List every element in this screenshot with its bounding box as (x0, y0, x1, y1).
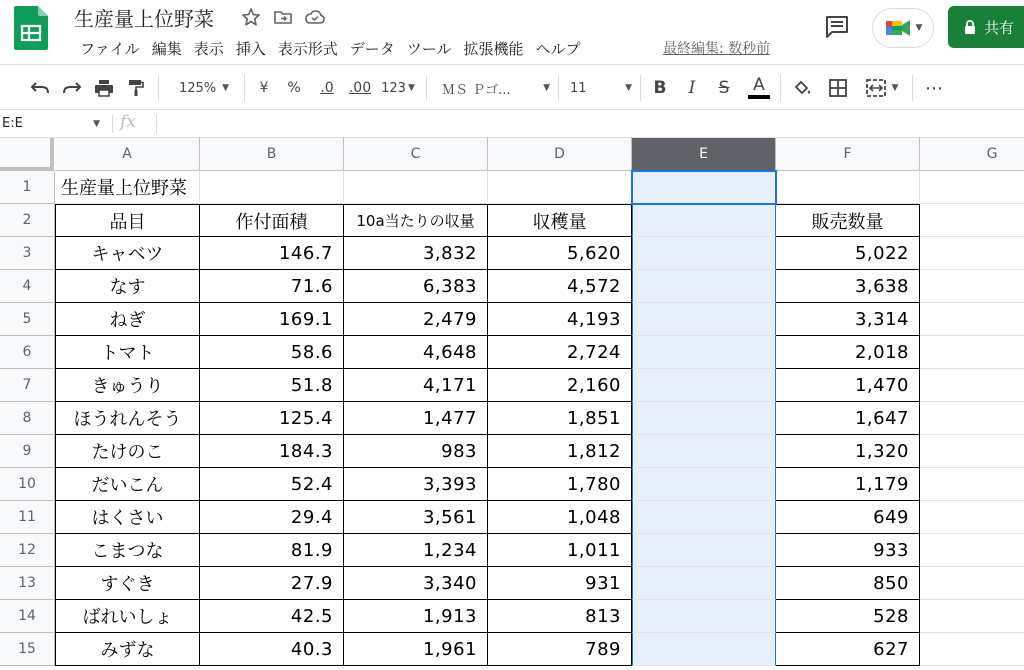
cell-g2[interactable] (920, 204, 1024, 237)
row-header-8[interactable]: 8 (0, 402, 55, 435)
row-header-14[interactable]: 14 (0, 600, 55, 633)
cell-f12[interactable]: 933 (776, 534, 920, 567)
cell-a3[interactable]: キャベツ (55, 237, 200, 270)
cell-d14[interactable]: 813 (488, 600, 632, 633)
undo-icon[interactable] (28, 77, 52, 99)
cell-c6[interactable]: 4,648 (344, 336, 488, 369)
cell-d2[interactable]: 収穫量 (488, 204, 632, 237)
cell-b5[interactable]: 169.1 (200, 303, 344, 336)
share-button[interactable] (948, 6, 1024, 48)
column-header-b[interactable]: B (200, 138, 344, 171)
cell-g14[interactable] (920, 600, 1024, 633)
cell-c8[interactable]: 1,477 (344, 402, 488, 435)
cell-b4[interactable]: 71.6 (200, 270, 344, 303)
cell-c4[interactable]: 6,383 (344, 270, 488, 303)
share-label: 共有 (984, 18, 1015, 37)
paint-format-icon[interactable] (124, 77, 148, 99)
column-header-a[interactable]: A (55, 138, 200, 171)
merge-cells-icon[interactable] (860, 77, 904, 99)
toolbar-divider (158, 75, 159, 101)
lock-icon (964, 20, 976, 34)
decrease-decimal-button[interactable]: .0 (320, 80, 334, 96)
cell-f10[interactable]: 1,179 (776, 468, 920, 501)
text-color-bar (748, 95, 770, 99)
cell-g8[interactable] (920, 402, 1024, 435)
more-formats-label: 123 (381, 80, 406, 96)
cell-f9[interactable]: 1,320 (776, 435, 920, 468)
cell-c10[interactable]: 3,393 (344, 468, 488, 501)
cell-b8[interactable]: 125.4 (200, 402, 344, 435)
chevron-down-icon: ▼ (222, 83, 230, 93)
row-header-11[interactable]: 11 (0, 501, 55, 534)
cell-g4[interactable] (920, 270, 1024, 303)
cell-b15[interactable]: 40.3 (200, 633, 344, 666)
print-icon[interactable] (92, 77, 116, 99)
cell-a1[interactable]: 生産量上位野菜 (55, 171, 200, 204)
chevron-down-icon: ▼ (915, 23, 923, 33)
menu-bar (74, 36, 587, 61)
cell-d7[interactable]: 2,160 (488, 369, 632, 402)
cell-d8[interactable]: 1,851 (488, 402, 632, 435)
cell-e12[interactable] (632, 534, 776, 567)
cell-f2[interactable]: 販売数量 (776, 204, 920, 237)
text-color-label: A (753, 75, 765, 95)
fx-icon: fx (120, 112, 136, 132)
cell-g7[interactable] (920, 369, 1024, 402)
row-header-4[interactable]: 4 (0, 270, 55, 303)
toolbar-divider (426, 75, 427, 101)
cell-e1[interactable] (632, 171, 776, 204)
cell-f14[interactable]: 528 (776, 600, 920, 633)
cell-g15[interactable] (920, 633, 1024, 666)
row-header-15[interactable]: 15 (0, 633, 55, 666)
cell-f6[interactable]: 2,018 (776, 336, 920, 369)
menu-data[interactable]: データ (349, 40, 395, 58)
cell-f13[interactable]: 850 (776, 567, 920, 600)
cloud-saved-icon[interactable] (304, 6, 326, 28)
cell-e5[interactable] (632, 303, 776, 336)
zoom-select[interactable] (172, 77, 236, 99)
menu-format[interactable]: 表示形式 (277, 40, 338, 58)
document-title[interactable]: 生産量上位野菜 (74, 7, 214, 31)
cell-d10[interactable]: 1,780 (488, 468, 632, 501)
meet-icon (884, 17, 912, 39)
cell-a6[interactable]: トマト (55, 336, 200, 369)
strikethrough-button[interactable]: S (718, 78, 730, 98)
cell-c9[interactable]: 983 (344, 435, 488, 468)
toolbar-divider (780, 75, 781, 101)
header (0, 0, 1024, 64)
chevron-down-icon: ▼ (891, 83, 899, 93)
toolbar-divider (558, 75, 559, 101)
increase-decimal-button[interactable]: .00 (348, 80, 372, 96)
cell-d6[interactable]: 2,724 (488, 336, 632, 369)
chevron-down-icon: ▼ (407, 83, 415, 93)
chevron-down-icon: ▼ (625, 83, 632, 93)
cell-f3[interactable]: 5,022 (776, 237, 920, 270)
cell-e2[interactable] (632, 204, 776, 237)
cell-e3[interactable] (632, 237, 776, 270)
menu-insert[interactable]: 挿入 (235, 40, 266, 58)
cell-b7[interactable]: 51.8 (200, 369, 344, 402)
menu-tools[interactable]: ツール (406, 40, 452, 58)
cell-a10[interactable]: だいこん (55, 468, 200, 501)
cell-g1[interactable] (920, 171, 1024, 204)
menu-edit[interactable]: 編集 (151, 40, 182, 58)
cell-e7[interactable] (632, 369, 776, 402)
cell-a14[interactable]: ばれいしょ (55, 600, 200, 633)
row-header-13[interactable]: 13 (0, 567, 55, 600)
font-value: ＭＳ Ｐゴ... (442, 82, 511, 98)
cell-f11[interactable]: 649 (776, 501, 920, 534)
chevron-down-icon: ▼ (543, 83, 550, 93)
cell-e4[interactable] (632, 270, 776, 303)
cell-c13[interactable]: 3,340 (344, 567, 488, 600)
cell-e11[interactable] (632, 501, 776, 534)
row-header-6[interactable]: 6 (0, 336, 55, 369)
column-header-e[interactable]: E (632, 138, 776, 171)
cell-a12[interactable]: こまつな (55, 534, 200, 567)
cell-e9[interactable] (632, 435, 776, 468)
font-select[interactable] (442, 77, 550, 99)
cell-b13[interactable]: 27.9 (200, 567, 344, 600)
comment-history-icon[interactable] (822, 12, 852, 42)
toolbar (0, 64, 1024, 110)
cell-f4[interactable]: 3,638 (776, 270, 920, 303)
cell-b12[interactable]: 81.9 (200, 534, 344, 567)
cell-g12[interactable] (920, 534, 1024, 567)
star-icon[interactable] (240, 6, 262, 28)
cell-a9[interactable]: たけのこ (55, 435, 200, 468)
sheets-logo-icon[interactable] (14, 6, 48, 50)
cell-a15[interactable]: みずな (55, 633, 200, 666)
cell-c5[interactable]: 2,479 (344, 303, 488, 336)
cell-g10[interactable] (920, 468, 1024, 501)
row-header-10[interactable]: 10 (0, 468, 55, 501)
chevron-down-icon: ▼ (93, 119, 100, 129)
cell-b6[interactable]: 58.6 (200, 336, 344, 369)
menu-help[interactable]: ヘルプ (535, 40, 581, 58)
font-size-value: 11 (570, 80, 587, 96)
cell-f15[interactable]: 627 (776, 633, 920, 666)
move-folder-icon[interactable] (272, 6, 294, 28)
menu-view[interactable]: 表示 (193, 40, 224, 58)
menu-extensions[interactable]: 拡張機能 (463, 40, 524, 58)
cell-b2[interactable]: 作付面積 (200, 204, 344, 237)
fill-color-icon[interactable] (790, 77, 814, 99)
cell-c15[interactable]: 1,961 (344, 633, 488, 666)
cell-d9[interactable]: 1,812 (488, 435, 632, 468)
row-header-7[interactable]: 7 (0, 369, 55, 402)
cell-a13[interactable]: すぐき (55, 567, 200, 600)
cell-b10[interactable]: 52.4 (200, 468, 344, 501)
cell-b3[interactable]: 146.7 (200, 237, 344, 270)
cell-g13[interactable] (920, 567, 1024, 600)
column-header-d[interactable]: D (488, 138, 632, 171)
cell-c14[interactable]: 1,913 (344, 600, 488, 633)
currency-button[interactable]: ¥ (259, 80, 269, 96)
cell-a4[interactable]: なす (55, 270, 200, 303)
row-header-1[interactable]: 1 (0, 171, 55, 204)
formula-divider (112, 115, 113, 133)
cell-b1[interactable] (200, 171, 344, 204)
cell-e14[interactable] (632, 600, 776, 633)
cell-a7[interactable]: きゅうり (55, 369, 200, 402)
row-header-3[interactable]: 3 (0, 237, 55, 270)
font-size-select[interactable] (570, 77, 632, 99)
row-header-12[interactable]: 12 (0, 534, 55, 567)
name-box[interactable] (0, 113, 106, 135)
cell-e15[interactable] (632, 633, 776, 666)
cell-b9[interactable]: 184.3 (200, 435, 344, 468)
cell-g6[interactable] (920, 336, 1024, 369)
zoom-value: 125% (178, 80, 217, 96)
cell-d4[interactable]: 4,572 (488, 270, 632, 303)
row-header-9[interactable]: 9 (0, 435, 55, 468)
more-options-icon[interactable]: ⋯ (925, 77, 943, 99)
cell-c11[interactable]: 3,561 (344, 501, 488, 534)
percent-button[interactable]: % (287, 80, 301, 96)
text-color-button[interactable] (746, 77, 772, 99)
column-header-g[interactable]: G (920, 138, 1024, 171)
cell-e10[interactable] (632, 468, 776, 501)
cell-a5[interactable]: ねぎ (55, 303, 200, 336)
bold-button[interactable]: B (653, 78, 667, 98)
column-header-c[interactable]: C (344, 138, 488, 171)
borders-icon[interactable] (826, 77, 850, 99)
cell-a11[interactable]: はくさい (55, 501, 200, 534)
cell-b11[interactable]: 29.4 (200, 501, 344, 534)
cell-d3[interactable]: 5,620 (488, 237, 632, 270)
italic-button[interactable]: I (688, 78, 696, 98)
cell-d15[interactable]: 789 (488, 633, 632, 666)
cell-c7[interactable]: 4,171 (344, 369, 488, 402)
cell-f7[interactable]: 1,470 (776, 369, 920, 402)
select-all-corner[interactable] (0, 138, 54, 171)
cell-c2[interactable]: 10a当たりの収量 (344, 204, 488, 237)
cell-b14[interactable]: 42.5 (200, 600, 344, 633)
cell-c12[interactable]: 1,234 (344, 534, 488, 567)
cell-d13[interactable]: 931 (488, 567, 632, 600)
cell-g3[interactable] (920, 237, 1024, 270)
toolbar-divider (912, 75, 913, 101)
cell-c1[interactable] (344, 171, 488, 204)
redo-icon[interactable] (60, 77, 84, 99)
cell-a8[interactable]: ほうれんそう (55, 402, 200, 435)
cell-e13[interactable] (632, 567, 776, 600)
toolbar-divider (244, 75, 245, 101)
formula-divider (156, 115, 157, 133)
cell-d11[interactable]: 1,048 (488, 501, 632, 534)
cell-d12[interactable]: 1,011 (488, 534, 632, 567)
cell-c3[interactable]: 3,832 (344, 237, 488, 270)
cell-e6[interactable] (632, 336, 776, 369)
meet-button[interactable] (872, 8, 934, 48)
cell-a2[interactable]: 品目 (55, 204, 200, 237)
row-header-5[interactable]: 5 (0, 303, 55, 336)
name-box-value: E:E (2, 116, 23, 131)
cell-e8[interactable] (632, 402, 776, 435)
cell-g11[interactable] (920, 501, 1024, 534)
cell-f5[interactable]: 3,314 (776, 303, 920, 336)
cell-f1[interactable] (776, 171, 920, 204)
cell-g5[interactable] (920, 303, 1024, 336)
toolbar-divider (640, 75, 641, 101)
cell-g9[interactable] (920, 435, 1024, 468)
last-edit-link[interactable]: 最終編集: 数秒前 (663, 41, 771, 57)
cell-d1[interactable] (488, 171, 632, 204)
cell-f8[interactable]: 1,647 (776, 402, 920, 435)
formula-bar (0, 110, 1024, 138)
column-header-f[interactable]: F (776, 138, 920, 171)
cell-d5[interactable]: 4,193 (488, 303, 632, 336)
more-formats-select[interactable] (378, 77, 418, 99)
row-header-2[interactable]: 2 (0, 204, 55, 237)
menu-file[interactable]: ファイル (80, 40, 140, 58)
